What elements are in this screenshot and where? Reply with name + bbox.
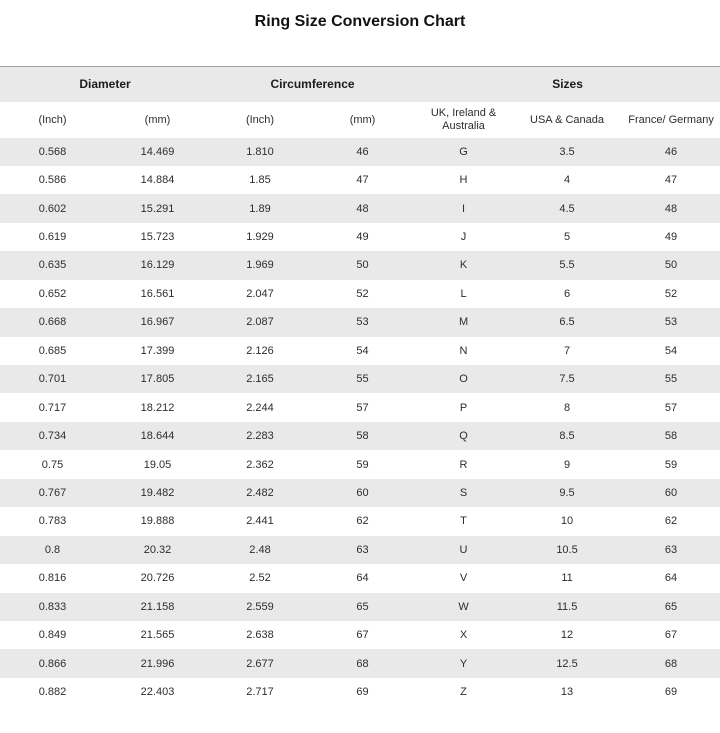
table-cell: 0.602 [38, 202, 67, 215]
table-cell: J [460, 231, 467, 244]
table-cell: T [460, 515, 467, 528]
table-row [0, 308, 720, 336]
table-row [0, 138, 720, 166]
table-cell: 68 [664, 657, 678, 670]
column-header: (Inch) [245, 113, 275, 126]
table-cell: 15.291 [140, 202, 175, 215]
table-row [0, 450, 720, 478]
table-cell: G [459, 145, 468, 158]
table-cell: 2.482 [246, 486, 274, 499]
table-cell: 48 [664, 202, 678, 215]
table-cell: 18.644 [140, 430, 175, 443]
table-row [0, 223, 720, 251]
table-cell: 49 [664, 231, 678, 244]
table-cell: 57 [664, 401, 678, 414]
table-cell: 2.441 [246, 515, 274, 528]
table-cell: 0.701 [38, 373, 67, 386]
table-cell: 5 [563, 231, 571, 244]
table-cell: 15.723 [140, 231, 175, 244]
table-cell: 69 [356, 686, 369, 699]
table-cell: 11.5 [556, 600, 578, 613]
table-cell: 46 [664, 145, 678, 158]
table-cell: 50 [356, 259, 369, 272]
table-cell: 59 [664, 458, 678, 471]
table-row [0, 166, 720, 194]
table-cell: Z [460, 686, 467, 699]
table-cell: U [459, 543, 468, 556]
table-cell: 64 [664, 572, 678, 585]
table-cell: 12 [560, 629, 574, 642]
table-cell: 46 [356, 145, 369, 158]
table-cell: 0.866 [38, 657, 67, 670]
table-cell: 0.8 [44, 543, 61, 556]
table-row [0, 194, 720, 222]
table-cell: 49 [356, 231, 369, 244]
table-cell: 0.75 [41, 458, 64, 471]
table-cell: 6.5 [559, 316, 575, 329]
table-cell: 2.244 [246, 401, 274, 414]
column-header: France/ Germany [628, 113, 714, 126]
table-cell: 2.638 [246, 629, 274, 642]
table-cell: 47 [356, 174, 369, 187]
table-cell: 65 [664, 600, 678, 613]
ring-size-conversion-table [0, 66, 720, 706]
table-cell: 0.849 [38, 629, 67, 642]
table-row [0, 337, 720, 365]
table-cell: 55 [356, 373, 369, 386]
column-header: (mm) [144, 113, 171, 126]
table-cell: 52 [356, 287, 369, 300]
table-cell: 12.5 [556, 657, 578, 670]
table-cell: 0.652 [38, 287, 67, 300]
table-cell: 9 [563, 458, 571, 471]
table-cell: 1.85 [249, 174, 271, 187]
table-cell: 10 [560, 515, 574, 528]
page-title: Ring Size Conversion Chart [254, 13, 466, 30]
table-cell: 0.783 [38, 515, 67, 528]
table-cell: 0.586 [38, 174, 67, 187]
table-cell: 0.717 [38, 401, 67, 414]
table-row [0, 393, 720, 421]
table-cell: 55 [664, 373, 678, 386]
column-header-row [0, 102, 720, 138]
table-cell: 8 [563, 401, 571, 414]
column-group-diameter: Diameter [79, 77, 131, 92]
table-row [0, 507, 720, 535]
table-cell: K [459, 259, 468, 272]
table-cell: 21.996 [140, 657, 175, 670]
column-group-sizes: Sizes [552, 77, 583, 92]
table-cell: 48 [356, 202, 369, 215]
table-cell: 18.212 [140, 401, 175, 414]
table-cell: N [459, 344, 468, 357]
table-cell: 50 [664, 259, 678, 272]
table-cell: 19.888 [140, 515, 175, 528]
table-row [0, 422, 720, 450]
table-cell: 19.05 [143, 458, 172, 471]
table-cell: 16.967 [140, 316, 175, 329]
table-cell: 58 [664, 430, 678, 443]
table-cell: 13 [560, 686, 574, 699]
table-cell: 0.685 [38, 344, 67, 357]
table-cell: L [460, 287, 467, 300]
table-cell: H [459, 174, 468, 187]
table-cell: 17.805 [140, 373, 175, 386]
table-cell: 1.810 [246, 145, 274, 158]
table-cell: 67 [356, 629, 369, 642]
column-header: (mm) [349, 113, 376, 126]
table-cell: 7 [563, 344, 571, 357]
table-cell: Q [459, 430, 468, 443]
table-cell: 14.884 [140, 174, 175, 187]
table-cell: 9.5 [559, 486, 575, 499]
table-cell: 54 [664, 344, 678, 357]
table-cell: 1.89 [249, 202, 271, 215]
table-cell: 16.561 [140, 287, 175, 300]
table-cell: 69 [664, 686, 678, 699]
table-header [0, 67, 720, 138]
table-cell: 0.816 [38, 572, 67, 585]
table-cell: 4 [563, 174, 571, 187]
table-cell: 0.619 [38, 231, 67, 244]
table-cell: 1.929 [246, 231, 274, 244]
table-row [0, 251, 720, 279]
table-row [0, 678, 720, 706]
table-cell: 68 [356, 657, 369, 670]
table-cell: V [459, 572, 468, 585]
table-cell: 62 [664, 515, 678, 528]
table-cell: 1.969 [246, 259, 274, 272]
table-cell: X [459, 629, 468, 642]
table-cell: 0.568 [38, 145, 67, 158]
table-cell: 62 [356, 515, 369, 528]
table-cell: 64 [356, 572, 369, 585]
table-cell: W [458, 600, 469, 613]
table-cell: 67 [664, 629, 678, 642]
table-cell: 22.403 [140, 686, 175, 699]
table-cell: 5.5 [559, 259, 575, 272]
table-cell: 3.5 [559, 145, 575, 158]
table-body [0, 138, 720, 707]
table-cell: 2.362 [246, 458, 274, 471]
table-cell: 21.565 [140, 629, 175, 642]
table-cell: O [459, 373, 468, 386]
table-row [0, 536, 720, 564]
table-cell: 60 [664, 486, 678, 499]
table-cell: 60 [356, 486, 369, 499]
table-cell: 21.158 [140, 600, 175, 613]
table-cell: 4.5 [559, 202, 575, 215]
table-cell: 14.469 [140, 145, 175, 158]
table-cell: S [459, 486, 468, 499]
table-cell: 17.399 [140, 344, 175, 357]
table-cell: 2.717 [246, 686, 274, 699]
table-cell: I [462, 202, 466, 215]
table-cell: 2.559 [246, 600, 274, 613]
table-cell: 2.047 [246, 287, 274, 300]
table-cell: 2.165 [246, 373, 274, 386]
table-row [0, 593, 720, 621]
table-row [0, 365, 720, 393]
table-cell: 2.283 [246, 430, 274, 443]
table-cell: R [459, 458, 468, 471]
table-cell: 59 [356, 458, 369, 471]
table-cell: 47 [664, 174, 678, 187]
table-cell: 20.32 [143, 543, 172, 556]
table-cell: 16.129 [140, 259, 175, 272]
table-cell: 63 [664, 543, 678, 556]
table-cell: 58 [356, 430, 369, 443]
table-cell: 8.5 [559, 430, 575, 443]
table-cell: Y [459, 657, 468, 670]
table-cell: 0.882 [38, 686, 67, 699]
table-cell: 2.126 [246, 344, 274, 357]
table-row [0, 564, 720, 592]
table-cell: 54 [356, 344, 369, 357]
table-cell: 20.726 [140, 572, 175, 585]
table-cell: 0.767 [38, 486, 67, 499]
table-cell: 0.833 [38, 600, 67, 613]
column-group-row [0, 67, 720, 102]
table-cell: 19.482 [140, 486, 175, 499]
table-cell: 65 [356, 600, 369, 613]
table-cell: 2.48 [249, 543, 271, 556]
column-header: USA & Canada [530, 113, 605, 126]
table-cell: 53 [664, 316, 678, 329]
table-cell: 6 [563, 287, 571, 300]
table-cell: P [459, 401, 468, 414]
table-cell: 11 [561, 572, 573, 585]
column-header: UK, Ireland & Australia [430, 106, 497, 132]
table-row [0, 280, 720, 308]
table-cell: 52 [664, 287, 678, 300]
table-cell: 53 [356, 316, 369, 329]
table-cell: 2.52 [249, 572, 271, 585]
column-header: (Inch) [38, 113, 67, 126]
table-row [0, 479, 720, 507]
table-cell: 7.5 [559, 373, 575, 386]
table-cell: 0.668 [38, 316, 67, 329]
table-cell: 2.677 [246, 657, 274, 670]
table-cell: 63 [356, 543, 369, 556]
table-row [0, 621, 720, 649]
column-group-circumference: Circumference [270, 77, 355, 92]
table-cell: 10.5 [556, 543, 578, 556]
table-cell: 2.087 [246, 316, 274, 329]
table-cell: 57 [356, 401, 369, 414]
table-row [0, 649, 720, 677]
table-cell: 0.734 [38, 430, 67, 443]
table-cell: M [458, 316, 469, 329]
table-cell: 0.635 [38, 259, 67, 272]
